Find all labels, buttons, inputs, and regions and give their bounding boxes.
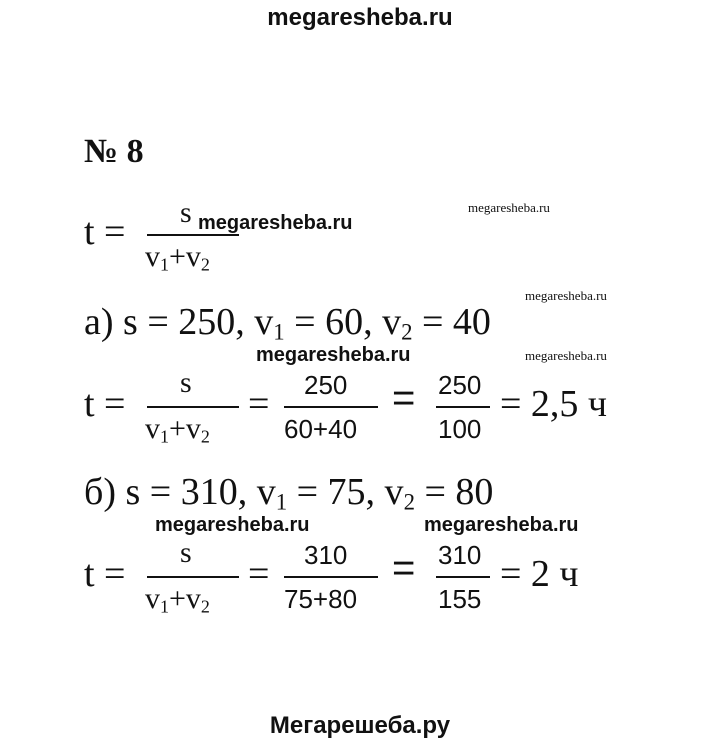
- part-a-lhs: t =: [84, 383, 126, 425]
- formula-lhs: t =: [84, 211, 126, 253]
- part-a-fraction3-numerator: 250: [438, 370, 482, 400]
- part-a-fraction1-numerator: s: [180, 366, 192, 399]
- footer-site-name: Мегарешеба.ру: [269, 712, 451, 739]
- part-b-fraction1-numerator: s: [180, 536, 192, 569]
- part-a-equals1: =: [248, 383, 270, 425]
- part-b-fraction2-bar: [284, 576, 378, 578]
- watermark: megaresheba.ru: [198, 212, 353, 234]
- formula-numerator: s: [180, 196, 192, 229]
- part-a-condition: а) s = 250, $v_1 = 60$, $v_2 = 40$: [84, 301, 491, 345]
- part-b-lhs: t =: [84, 553, 126, 595]
- formula-denominator: $v_1+v_2$: [145, 240, 210, 275]
- part-b-equals1: =: [248, 553, 270, 595]
- watermark: megaresheba.ru: [424, 514, 579, 536]
- part-b-fraction2-numerator: 310: [304, 540, 348, 570]
- part-a-fraction2-bar: [284, 406, 378, 408]
- part-a-equals2: =: [392, 376, 416, 420]
- part-b-fraction3-bar: [436, 576, 490, 578]
- part-a-fraction3-denominator: 100: [438, 414, 482, 444]
- part-b-fraction2-denominator: 75+80: [284, 584, 358, 614]
- part-b-fraction1-denominator: $v_1+v_2$: [145, 582, 210, 617]
- part-b-equals2: =: [392, 546, 416, 590]
- part-b-fraction3-denominator: 155: [438, 584, 482, 614]
- part-b-fraction1-bar: [147, 576, 239, 578]
- part-b-result: = 2 ч: [500, 553, 579, 595]
- part-a-fraction2-numerator: 250: [304, 370, 348, 400]
- part-b-fraction3-numerator: 310: [438, 540, 482, 570]
- problem-number: № 8: [84, 133, 144, 170]
- watermark: megaresheba.ru: [155, 514, 310, 536]
- part-a-fraction1-bar: [147, 406, 239, 408]
- part-a-fraction3-bar: [436, 406, 490, 408]
- part-a-result: = 2,5 ч: [500, 383, 608, 425]
- watermark: megaresheba.ru: [468, 200, 550, 215]
- part-a-fraction2-denominator: 60+40: [284, 414, 358, 444]
- watermark: megaresheba.ru: [525, 348, 607, 363]
- header-site-name: megaresheba.ru: [267, 4, 453, 31]
- watermark: megaresheba.ru: [525, 288, 607, 303]
- watermark: megaresheba.ru: [256, 344, 411, 366]
- part-b-condition: б) s = 310, $v_1 = 75$, $v_2 = 80$: [84, 471, 494, 515]
- part-a-fraction1-denominator: $v_1+v_2$: [145, 412, 210, 447]
